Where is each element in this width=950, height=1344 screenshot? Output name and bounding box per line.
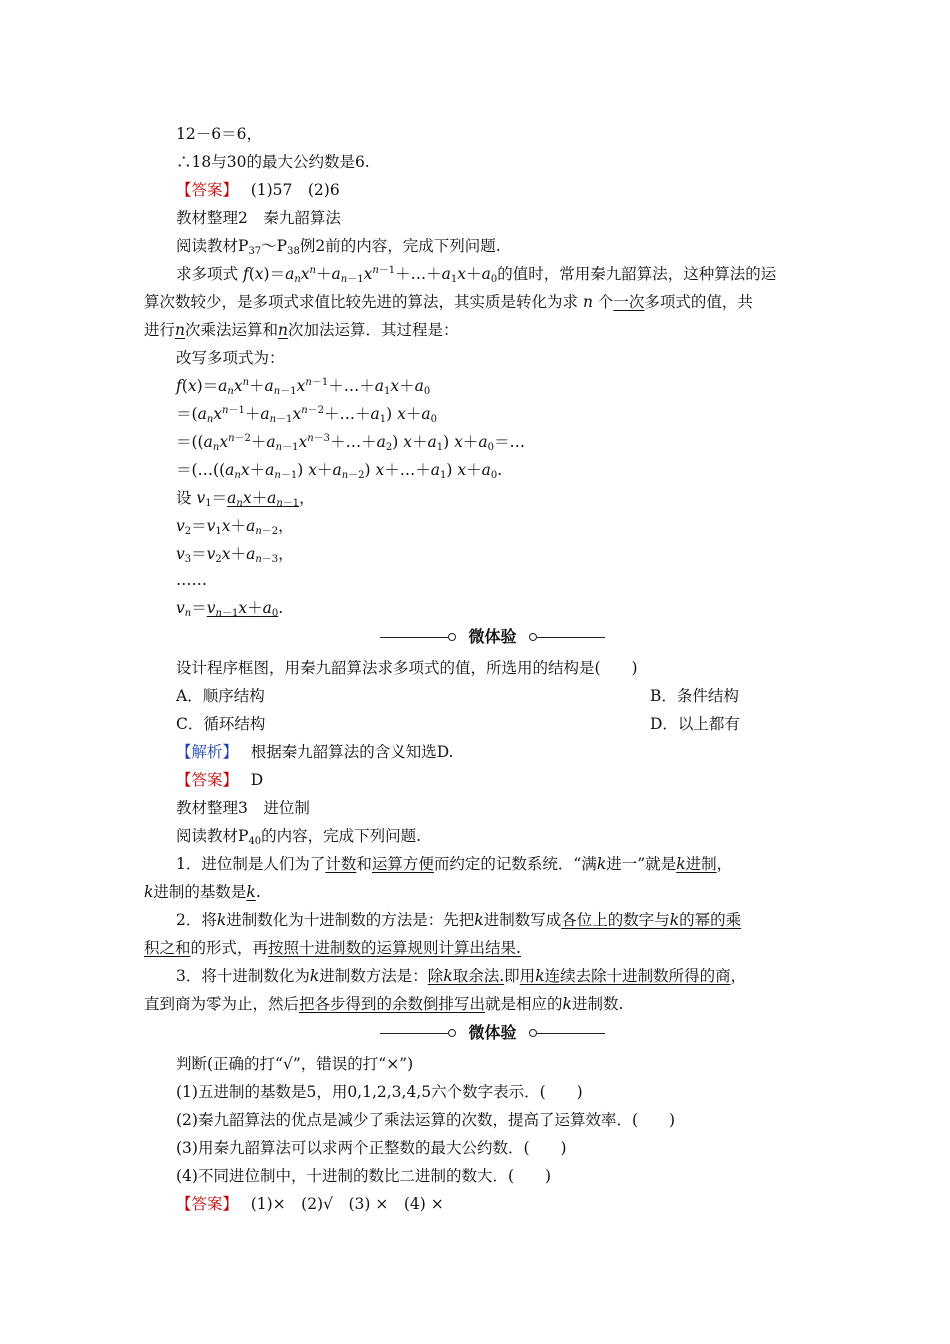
option-b: B．条件结构 [650,687,739,705]
formula-line: 设 $v_1=a_nx+a_{n-1}$， [176,489,315,509]
analysis-line [176,742,810,762]
answer-tag: 【答案】 [176,771,231,789]
answer-line [176,1194,810,1214]
formula-line: $f(x)=a_nx^n+a_{n-1}x^{n-1}+\dots+a_1x+a_0$ [176,377,431,397]
answer-tag: 【答案】 [176,181,231,199]
answer-line [176,770,810,790]
text-line: ∴18与30的最大公约数是6. [176,153,370,171]
judge-item: (1)五进制的基数是5，用0,1,2,3,4,5六个数字表示．( ) [176,1083,583,1101]
section-divider: 微体验 [380,1022,605,1044]
item-3-cont: 直到商为零为止，然后把各步得到的余数倒排写出就是相应的k进制数. [144,995,624,1013]
formula-line: $v_2=v_1x+a_{n-2}$， [176,517,294,537]
paragraph-line: 进行n次乘法运算和n次加法运算．其过程是： [144,321,459,339]
answer-text: D [250,771,264,789]
judge-item: (3)用秦九韶算法可以求两个正整数的最大公约数．( ) [176,1139,567,1157]
formula-line: $=((a_nx^{n-2}+a_{n-1}x^{n-3}+\dots+a_2)$ $x+a_1$) $x+a_0=\dots$ [176,433,525,453]
formula-line: $v_3=v_2x+a_{n-3}$， [176,545,294,565]
section-divider: 微体验 [380,626,605,648]
option-row [176,686,810,706]
question-stem: 设计程序框图，用秦九韶算法求多项式的值，所选用的结构是( ) [176,659,638,677]
answer-text: (1)× (2)√ (3) × (4) × [250,1195,444,1213]
section-title: 教材整理2 秦九韶算法 [176,209,341,227]
text-line: 12－6＝6， [176,125,262,143]
item-2-cont: 积之和的形式，再按照十进制数的运算规则计算出结果. [144,939,521,957]
option-d: D．以上都有 [650,715,740,733]
text-line: 阅读教材$P_{40}$的内容，完成下列问题. [176,827,422,847]
text-line: 阅读教材$P_{37}\sim P_{38}$例2前的内容，完成下列问题. [176,237,501,257]
analysis-tag: 【解析】 [176,743,231,761]
item-3: 3．将十进制数化为k进制数方法是：除k取余法.即用k连续去除十进制数所得的商， [176,967,747,985]
option-row [176,714,810,734]
text-line: 改写多项式为： [176,349,285,367]
formula-line: $v_n=v_{n-1}x+a_0$. [176,599,284,619]
item-1-cont: k进制的基数是k. [144,883,261,901]
analysis-text: 根据秦九韶算法的含义知选D. [250,743,454,761]
paragraph-line: 求多项式 $f(x)=a_nx^n+a_{n-1}x^{n-1}+\dots+a_1x+a_0$的值时，常用秦九韶算法，这种算法的运 [176,265,777,285]
paragraph-line: 算次数较少，是多项式求值比较先进的算法，其实质是转化为求 n 个一次多项式的值，共 [144,293,753,311]
formula-line: $=(\dots((a_nx+a_{n-1})$ $x+a_{n-2}$) $x+\dots+a_1$) $x+a_0$. [176,461,503,481]
option-a: A．顺序结构 [176,687,265,705]
text-line: …… [176,571,207,589]
formula-line: $=(a_nx^{n-1}+a_{n-1}x^{n-2}+\dots+a_1)$ $x+a_0$ [176,405,438,425]
item-2: 2．将k进制数化为十进制数的方法是：先把k进制数写成各位上的数字与k的幂的乘 [176,911,742,929]
judge-item: (4)不同进位制中，十进制的数比二进制的数大．( ) [176,1167,552,1185]
answer-line [176,180,810,200]
item-1: 1．进位制是人们为了计数和运算方便而约定的记数系统．“满k进一”就是k进制， [176,855,733,873]
judge-item: (2)秦九韶算法的优点是减少了乘法运算的次数，提高了运算效率．( ) [176,1111,676,1129]
option-c: C．循环结构 [176,715,266,733]
answer-text: (1)57 (2)6 [250,181,340,199]
section-title: 教材整理3 进位制 [176,799,310,817]
answer-tag: 【答案】 [176,1195,231,1213]
question-stem: 判断(正确的打“√”，错误的打“×”) [176,1055,414,1073]
